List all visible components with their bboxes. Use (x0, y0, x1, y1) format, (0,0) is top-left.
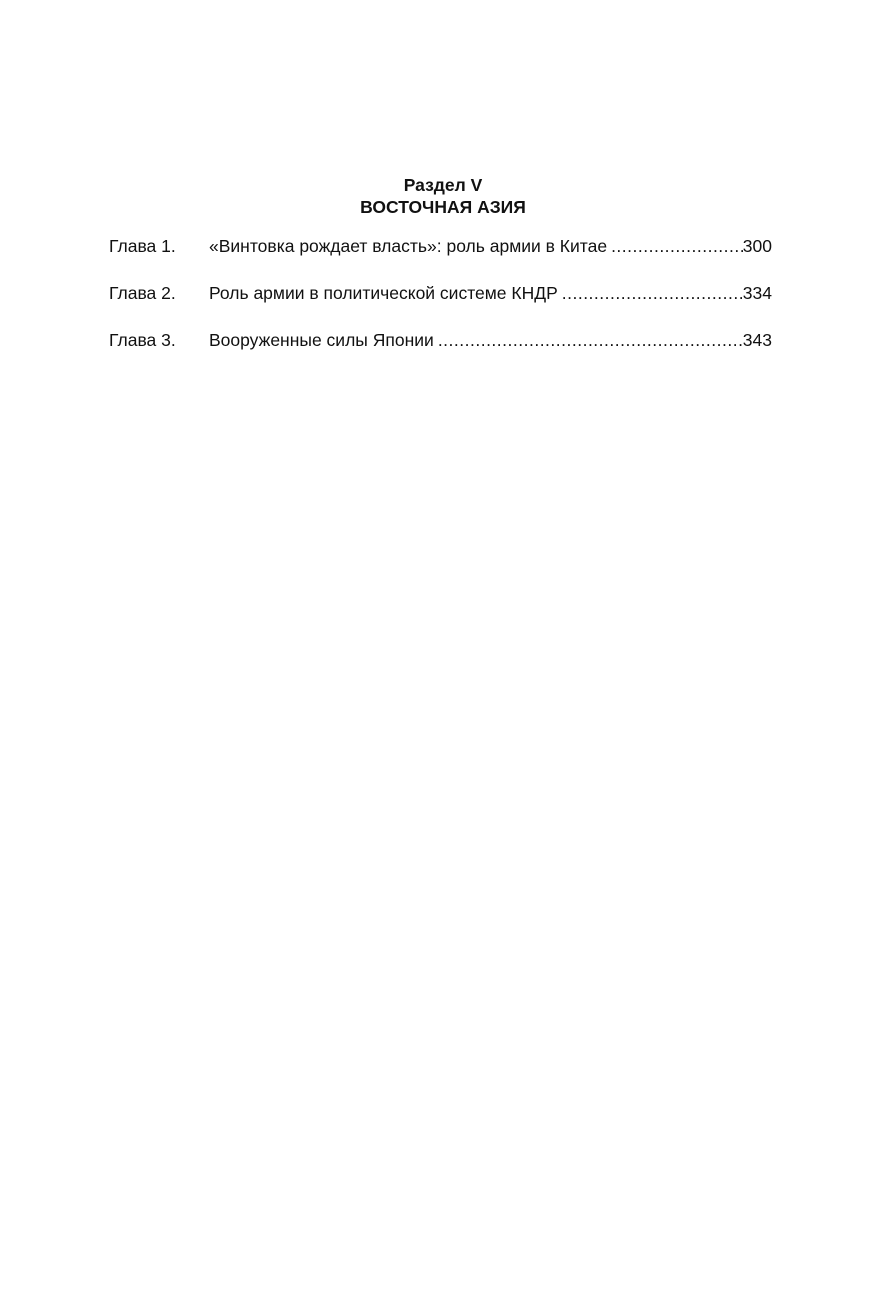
chapter-title: «Винтовка рождает власть»: роль армии в Китае (209, 236, 608, 256)
chapter-title: Вооруженные силы Японии (209, 330, 434, 350)
dot-leader (562, 280, 743, 306)
page-number: 343 (742, 330, 772, 350)
toc-entry (109, 233, 772, 280)
dot-leader (611, 233, 743, 259)
page-number: 300 (742, 236, 772, 256)
dot-leader (438, 327, 743, 353)
table-of-contents (109, 233, 772, 374)
chapter-label: Глава 2. (109, 283, 176, 303)
toc-entry (109, 280, 772, 327)
chapter-title: Роль армии в политической системе КНДР (209, 283, 558, 303)
chapter-label: Глава 1. (109, 236, 176, 256)
page-number: 334 (742, 283, 772, 303)
toc-entry (109, 327, 772, 374)
chapter-label: Глава 3. (109, 330, 176, 350)
section-label: Раздел V (403, 175, 483, 195)
section-header (0, 174, 886, 218)
section-title: ВОСТОЧНАЯ АЗИЯ (360, 197, 526, 217)
